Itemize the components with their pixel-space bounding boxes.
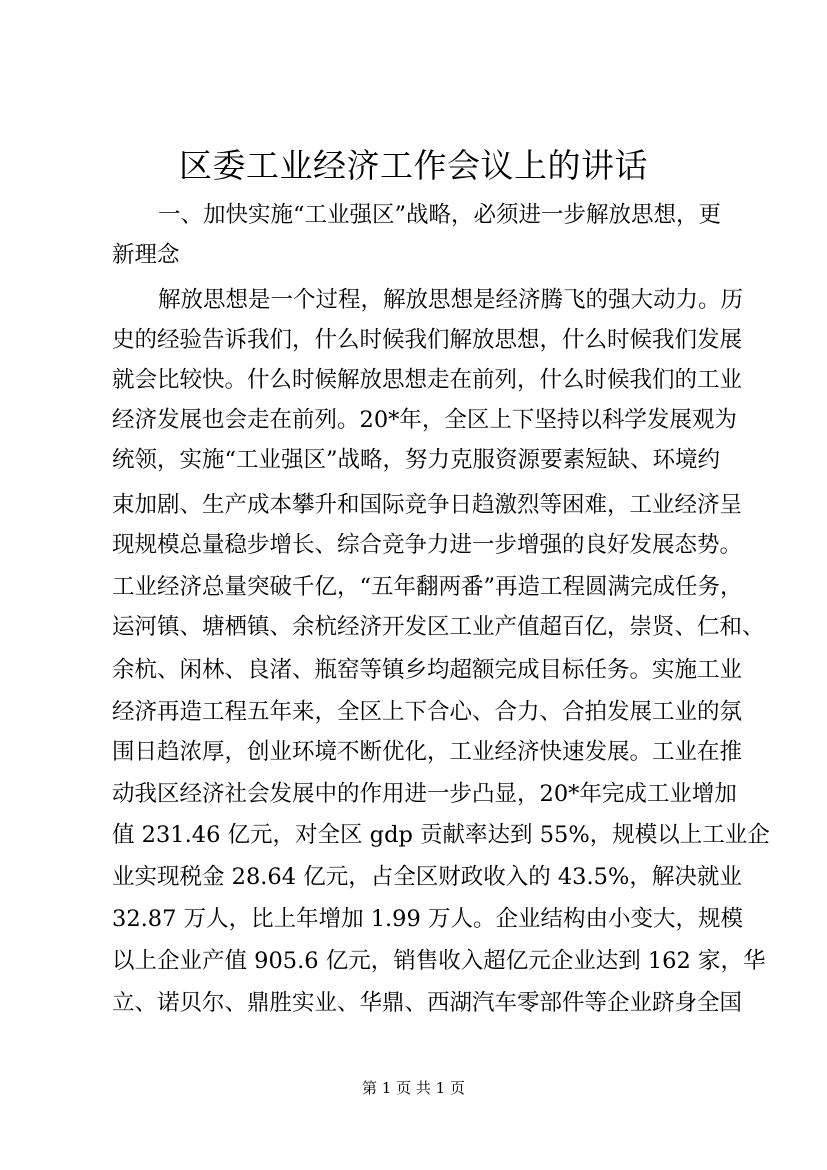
paragraph-line: 束加剧、生产成本攀升和国际竞争日趋激烈等困难，工业经济呈: [112, 492, 743, 518]
paragraph-line: 运河镇、塘栖镇、余杭经济开发区工业产值超百亿，崇贤、仁和、: [112, 614, 765, 640]
paragraph-line: 余杭、闲林、良渚、瓶窑等镇乡均超额完成目标任务。实施工业: [112, 657, 743, 683]
paragraph-line: 经济发展也会走在前列。20*年，全区上下坚持以科学发展观为: [112, 407, 737, 433]
paragraph-line: 就会比较快。什么时候解放思想走在前列，什么时候我们的工业: [112, 367, 743, 393]
section-heading-line-1: 一、加快实施“工业强区”战略，必须进一步解放思想，更: [158, 202, 722, 228]
paragraph-line: 32.87 万人，比上年增加 1.99 万人。企业结构由小变大，规模: [112, 906, 743, 932]
document-title: 区委工业经济工作会议上的讲话: [179, 146, 648, 185]
paragraph-line: 经济再造工程五年来，全区上下合心、合力、合拍发展工业的氛: [112, 699, 743, 725]
page-number-footer: 第 1 页 共 1 页: [362, 1079, 465, 1097]
paragraph-line: 统领，实施“工业强区”战略，努力克服资源要素短缺、环境约: [112, 447, 721, 473]
paragraph-line: 现规模总量稳步增长、综合竞争力进一步增强的良好发展态势。: [112, 532, 743, 558]
paragraph-line: 业实现税金 28.64 亿元，占全区财政收入的 43.5%，解决就业: [112, 864, 742, 890]
section-heading-line-2: 新理念: [112, 242, 180, 268]
paragraph-line: 以上企业产值 905.6 亿元，销售收入超亿元企业达到 162 家，华: [112, 948, 766, 974]
paragraph-line: 围日趋浓厚，创业环境不断优化，工业经济快速发展。工业在推: [112, 739, 743, 765]
paragraph-line: 动我区经济社会发展中的作用进一步凸显，20*年完成工业增加: [112, 781, 737, 807]
paragraph-line: 值 231.46 亿元，对全区 gdp 贡献率达到 55%，规模以上工业企: [112, 822, 770, 848]
paragraph-line: 工业经济总量突破千亿，“五年翻两番”再造工程圆满完成任务，: [112, 574, 743, 600]
paragraph-line: 立、诺贝尔、鼎胜实业、华鼎、西湖汽车零部件等企业跻身全国: [112, 990, 743, 1016]
paragraph-line: 解放思想是一个过程，解放思想是经济腾飞的强大动力。历: [158, 287, 744, 313]
paragraph-line: 史的经验告诉我们，什么时候我们解放思想，什么时候我们发展: [112, 327, 743, 353]
